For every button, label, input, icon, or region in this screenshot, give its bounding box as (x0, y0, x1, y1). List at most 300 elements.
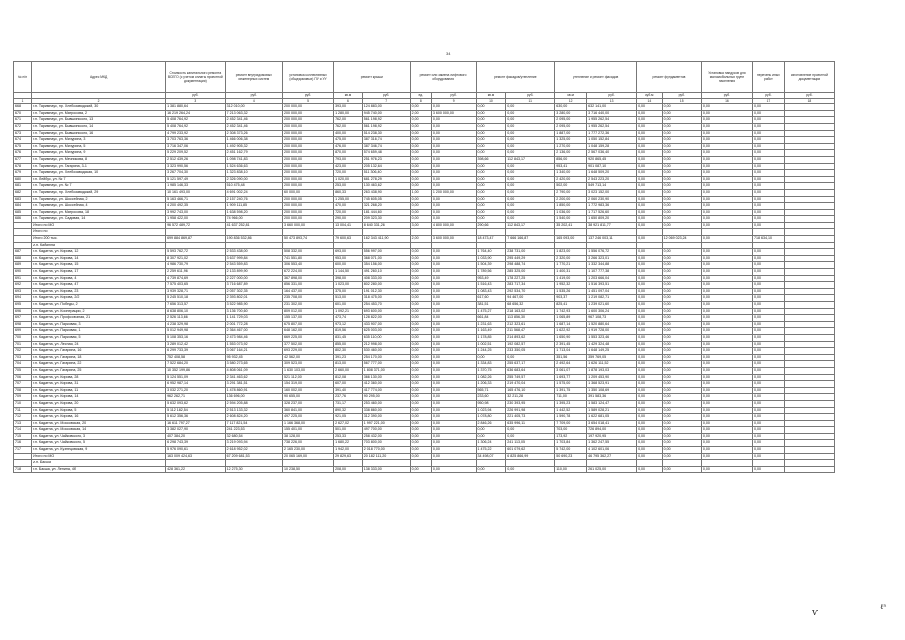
value-cell (784, 334, 834, 341)
value-cell: 793,00 (334, 156, 363, 163)
value-cell: 359 769,05 (587, 354, 637, 361)
value-cell: 0,00 (410, 163, 431, 170)
value-cell: 128 822,00 (362, 315, 410, 322)
value-cell (784, 295, 834, 302)
value-cell: 0,00 (752, 361, 784, 368)
value-cell: 0,00 (637, 381, 663, 388)
table-row (14, 414, 835, 421)
address-cell: г.п. Таримнаус, ул. Хлебозаводская, 10 (32, 170, 166, 177)
value-cell: 0,00 (701, 203, 752, 210)
value-cell: 0,00 (752, 295, 784, 302)
value-cell: 95 932,45 (225, 354, 282, 361)
value-cell: 8 307 921,02 (166, 255, 226, 262)
value-cell: 0,00 (410, 104, 431, 111)
value-cell: 0,00 (431, 367, 476, 374)
row-number-cell: 701 (14, 341, 32, 348)
value-cell: 5 245 510,18 (166, 295, 226, 302)
value-cell: 0,00 (662, 137, 701, 144)
value-cell: 0,00 (662, 209, 701, 216)
value-cell: 0,00 (476, 189, 506, 196)
row-number-cell: 710 (14, 400, 32, 407)
value-cell: 0,00 (701, 387, 752, 394)
value-cell: 209 323,30 (362, 216, 410, 223)
value-cell: 1 334,83 (476, 361, 506, 368)
value-cell: 741 551,80 (283, 255, 334, 262)
value-cell: 0,00 (637, 433, 663, 440)
value-cell: 1 306,24 (476, 440, 506, 447)
handwritten-mark: ℓⁿ (880, 603, 887, 611)
value-cell: 0,00 (431, 394, 476, 401)
value-cell: 2 018 770,00 (362, 447, 410, 454)
row-number-cell (14, 222, 32, 229)
value-cell: 10 161 493,00 (166, 189, 226, 196)
row-number-cell: 678 (14, 163, 32, 170)
value-cell: 0,00 (662, 255, 701, 262)
value-cell: 0,00 (752, 203, 784, 210)
row-number-cell: 675 (14, 143, 32, 150)
table-row (14, 262, 835, 269)
value-cell: 0,00 (637, 420, 663, 427)
value-cell: 0,00 (431, 341, 476, 348)
value-cell: 154 319,00 (283, 381, 334, 388)
value-cell: 7 656 313,57 (166, 302, 226, 309)
value-cell: 3 992 743,00 (166, 209, 226, 216)
value-cell: 1 789,56 (476, 269, 506, 276)
value-cell: 511 306,40 (362, 170, 410, 177)
value-cell: 368 071,00 (362, 255, 410, 262)
value-cell: 5 124 551,09 (166, 374, 226, 381)
col-number-cell: 4 (225, 98, 282, 104)
value-cell: 762,00 (334, 117, 363, 124)
value-cell: 90 655,00 (283, 394, 334, 401)
value-cell: 0,00 (431, 407, 476, 414)
value-cell: 711,00 (555, 394, 587, 401)
row-number-cell: 681 (14, 183, 32, 190)
value-cell: 1 323 838,10 (225, 170, 282, 177)
value-cell: 0,00 (662, 367, 701, 374)
value-cell: 18 473,47 (476, 236, 506, 243)
value-cell: 1 583 124,47 (587, 400, 637, 407)
value-cell: 2 473 984,46 (225, 334, 282, 341)
unit-cell: руб. (225, 93, 282, 99)
value-cell (784, 203, 834, 210)
value-cell (784, 282, 834, 289)
value-cell: 0,00 (506, 183, 555, 190)
value-cell (784, 275, 834, 282)
address-cell: г.п. Кадатна, ул. Кирова, 14 (32, 394, 166, 401)
value-cell: 0,00 (701, 308, 752, 315)
value-cell (784, 189, 834, 196)
value-cell: 253,00 (334, 183, 363, 190)
value-cell: 0,00 (701, 440, 752, 447)
value-cell: 2 627,02 (334, 420, 363, 427)
value-cell: 200 000,00 (283, 130, 334, 137)
value-cell: 0,00 (752, 209, 784, 216)
value-cell: 2 512 439,26 (166, 156, 226, 163)
value-cell: 1 350 108,69 (587, 387, 637, 394)
value-cell: 1 078,80 (476, 414, 506, 421)
value-cell: 5 742,00 (555, 447, 587, 454)
value-cell: 703,00 (555, 427, 587, 434)
col-header-foundation: ремонт фундаментов (637, 62, 702, 93)
value-cell: 226 991,98 (506, 407, 555, 414)
value-cell: 0,00 (701, 156, 752, 163)
value-cell: 200 000,00 (283, 163, 334, 170)
value-cell: 1 808 371,00 (362, 367, 410, 374)
value-cell: 1 475,27 (476, 308, 506, 315)
value-cell: 950,98 (476, 400, 506, 407)
value-cell: 360 841,00 (283, 407, 334, 414)
value-cell: 165 093,00 (555, 236, 587, 243)
value-cell: 2 846,26 (476, 420, 506, 427)
value-cell: 0,00 (701, 321, 752, 328)
value-cell: 0,00 (476, 117, 506, 124)
row-number-cell: 695 (14, 302, 32, 309)
value-cell: 5 108 353,16 (166, 334, 226, 341)
value-cell: 0,00 (410, 203, 431, 210)
value-cell: 113 856,30 (506, 315, 555, 322)
value-cell: 1 589 028,21 (587, 407, 637, 414)
value-cell (506, 242, 555, 249)
value-cell: 0,00 (752, 183, 784, 190)
value-cell: 200 000,00 (283, 176, 334, 183)
value-cell: 1 451 097,04 (587, 288, 637, 295)
value-cell: 74 966,00 (225, 216, 282, 223)
value-cell (637, 242, 663, 249)
value-cell (166, 242, 226, 249)
row-number-cell: 697 (14, 315, 32, 322)
value-cell: 0,00 (410, 334, 431, 341)
value-cell: 391 583,36 (587, 394, 637, 401)
address-cell: г.п. Бакша (32, 460, 166, 467)
value-cell: 0,00 (701, 110, 752, 117)
value-cell: 1 553 073,92 (225, 341, 282, 348)
value-cell: 0,00 (410, 341, 431, 348)
value-cell: 0,00 (701, 269, 752, 276)
value-cell: 0,00 (410, 321, 431, 328)
value-cell: 221 405,73 (506, 414, 555, 421)
value-cell: 0,00 (431, 123, 476, 130)
value-cell: 967 108,73 (587, 315, 637, 322)
value-cell: 0,00 (476, 137, 506, 144)
value-cell: 1 050 152,84 (587, 137, 637, 144)
address-cell: г.п. Таримнаус, пр. Хлебозаводский, 29 (32, 189, 166, 196)
value-cell: 0,00 (410, 275, 431, 282)
value-cell: 367 898,00 (283, 275, 334, 282)
value-cell: 0,00 (662, 407, 701, 414)
value-cell: 0,00 (431, 420, 476, 427)
value-cell: 0,00 (410, 302, 431, 309)
value-cell: 0,00 (701, 407, 752, 414)
value-cell: 3 703 763,36 (166, 137, 226, 144)
value-cell: 16 219 264,24 (166, 110, 226, 117)
value-cell: 1 368 523,91 (587, 381, 637, 388)
value-cell (225, 242, 282, 249)
value-cell: 0,00 (662, 150, 701, 157)
value-cell: 5 112 182,54 (166, 407, 226, 414)
value-cell: 212 323,61 (506, 321, 555, 328)
value-cell: 3 023 152,00 (587, 189, 637, 196)
value-cell (637, 460, 663, 467)
table-row (14, 143, 835, 150)
address-cell: г.п. Кадатна, ул. Гагарина, 18 (32, 354, 166, 361)
value-cell: 1 466 006,38 (225, 137, 282, 144)
col-header-design-docs: изготовление проектной документации (784, 62, 834, 93)
value-cell: 0,00 (637, 236, 663, 243)
value-cell: 0,00 (506, 466, 555, 473)
value-cell: 0,00 (410, 414, 431, 421)
value-cell: 0,00 (752, 400, 784, 407)
value-cell (283, 229, 334, 236)
value-cell: 4 739 874,69 (166, 275, 226, 282)
value-cell: 200 000,00 (283, 203, 334, 210)
value-cell: 809 012,00 (283, 308, 334, 315)
value-cell: 0,00 (662, 130, 701, 137)
value-cell: 0,00 (637, 269, 663, 276)
value-cell (587, 229, 637, 236)
value-cell: 0,00 (752, 374, 784, 381)
value-cell: 235 708,00 (283, 295, 334, 302)
value-cell: 1 144,50 (334, 269, 363, 276)
value-cell: 0,00 (431, 275, 476, 282)
value-cell: 2 308 373,26 (225, 130, 282, 137)
value-cell: 0,00 (431, 288, 476, 295)
table-row (14, 216, 835, 223)
value-cell: 870,00 (334, 150, 363, 157)
value-cell: 1 036,00 (555, 209, 587, 216)
value-cell: 0,00 (752, 407, 784, 414)
value-cell (334, 229, 363, 236)
value-cell (476, 242, 506, 249)
table-row (14, 328, 835, 335)
row-number-cell: 713 (14, 420, 32, 427)
value-cell: 802 280,00 (362, 282, 410, 289)
value-cell: 0,00 (701, 288, 752, 295)
value-cell: 0,00 (637, 130, 663, 137)
value-cell: 0,00 (637, 143, 663, 150)
value-cell: 3 939 328,71 (166, 288, 226, 295)
value-cell: 1 575,00 (555, 381, 587, 388)
value-cell: 2 420,00 (555, 176, 587, 183)
value-cell: 2 660,00 (334, 367, 363, 374)
value-cell: 0,00 (410, 249, 431, 256)
value-cell: 962 262,71 (166, 394, 226, 401)
value-cell (637, 229, 663, 236)
value-cell: 0,00 (752, 414, 784, 421)
table-row (14, 255, 835, 262)
value-cell: 387 316,74 (362, 137, 410, 144)
value-cell: 0,00 (701, 117, 752, 124)
value-cell: 632 141,00 (587, 104, 637, 111)
value-cell: 387 346,74 (362, 143, 410, 150)
value-cell: 0,00 (662, 117, 701, 124)
value-cell: 0,00 (506, 150, 555, 157)
value-cell: 94 467,00 (506, 295, 555, 302)
value-cell: 1 340,00 (555, 170, 587, 177)
value-cell: 295 449,29 (506, 255, 555, 262)
value-cell: 0,00 (752, 117, 784, 124)
value-cell: 0,00 (431, 137, 476, 144)
address-cell: г.п. Таримнаус, ул. Бывшинского, 16 (32, 130, 166, 137)
value-cell: 0,00 (410, 354, 431, 361)
value-cell: 1 600 306,24 (587, 308, 637, 315)
unit-cell: руб. (166, 93, 226, 99)
value-cell: 0,00 (701, 183, 752, 190)
value-cell: 920 865,45 (587, 156, 637, 163)
value-cell (784, 453, 834, 460)
col-header-roof: ремонт крыши (334, 62, 411, 93)
value-cell: 1 362 247,55 (587, 440, 637, 447)
value-cell: 5 612 356,36 (166, 414, 226, 421)
value-cell: 0,00 (752, 282, 784, 289)
value-cell: 1 200 000,00 (431, 189, 476, 196)
value-cell: 0,00 (506, 123, 555, 130)
value-cell: 0,00 (637, 282, 663, 289)
value-cell: 1 033,90 (476, 255, 506, 262)
value-cell: 0,00 (476, 209, 506, 216)
value-cell: 0,00 (506, 189, 555, 196)
value-cell: 0,00 (476, 143, 506, 150)
value-cell: 890,32 (334, 407, 363, 414)
value-cell: 1 693,77 (555, 374, 587, 381)
table-row (14, 123, 835, 130)
value-cell: 2 543 559,83 (225, 262, 282, 269)
col-number-cell: 11 (506, 98, 555, 104)
value-cell: 130 463,62 (362, 183, 410, 190)
value-cell: 20 065 169,00 (283, 453, 334, 460)
value-cell: 192 082,57 (506, 341, 555, 348)
value-cell: 1 958 422,00 (166, 216, 226, 223)
value-cell: 0,00 (662, 143, 701, 150)
value-cell: 0,00 (410, 387, 431, 394)
value-cell: 1 082,26 (476, 374, 506, 381)
value-cell: 0,00 (431, 196, 476, 203)
col-header-other-works: перечень иных работ (752, 62, 784, 93)
value-cell (784, 407, 834, 414)
address-cell: г.п. Таримнаус, ул. № 7 (32, 183, 166, 190)
row-number-cell: 688 (14, 255, 32, 262)
value-cell: 0,00 (637, 110, 663, 117)
table-row (14, 282, 835, 289)
value-cell: 6 825 866,99 (506, 453, 555, 460)
value-cell (431, 242, 476, 249)
table-row (14, 367, 835, 374)
value-cell: 0,00 (752, 269, 784, 276)
col-header-number: № п/п (14, 62, 32, 93)
col-header-address: Адрес МКД (32, 62, 166, 93)
value-cell: 218 163,02 (506, 308, 555, 315)
value-cell: 1 850,00 (555, 203, 587, 210)
value-cell: 178 227,25 (506, 275, 555, 282)
value-cell (662, 242, 701, 249)
unit-cell: ед. (410, 93, 431, 99)
value-cell: 0,00 (431, 302, 476, 309)
value-cell: 0,00 (431, 315, 476, 322)
value-cell: 7 575 403,65 (166, 282, 226, 289)
value-cell: 197 920,95 (587, 433, 637, 440)
value-cell: 1 083,43 (476, 288, 506, 295)
value-cell: 263 438,90 (362, 189, 410, 196)
value-cell: 0,00 (752, 466, 784, 473)
value-cell: 1 717 526,60 (587, 209, 637, 216)
value-cell: 137 246 003,11 (587, 236, 637, 243)
value-cell: 398,00 (334, 275, 363, 282)
value-cell: 0,00 (662, 110, 701, 117)
value-cell (587, 242, 637, 249)
value-cell: 2 790,00 (555, 189, 587, 196)
value-cell: 0,00 (662, 394, 701, 401)
value-cell: 0,00 (701, 137, 752, 144)
value-cell: 731,17 (334, 400, 363, 407)
value-cell: 1 516,43 (476, 282, 506, 289)
table-row (14, 381, 835, 388)
value-cell: 0,00 (637, 203, 663, 210)
table-row (14, 407, 835, 414)
value-cell: 812,08 (334, 374, 363, 381)
value-cell: 298 488,74 (506, 262, 555, 269)
value-cell: 2 259 611,96 (166, 269, 226, 276)
value-cell: 309 523,00 (283, 361, 334, 368)
table-row (14, 321, 835, 328)
value-cell: 200 000,00 (283, 150, 334, 157)
value-cell: 0,00 (701, 170, 752, 177)
value-cell: 0,00 (431, 163, 476, 170)
table-row (14, 420, 835, 427)
value-cell: 0,00 (476, 163, 506, 170)
value-cell: 0,00 (752, 222, 784, 229)
value-cell: 0,00 (752, 433, 784, 440)
value-cell: 2 001 772,28 (225, 321, 282, 328)
value-cell: 1 909 111,85 (225, 203, 282, 210)
value-cell: 0,00 (752, 328, 784, 335)
row-number-cell: 717 (14, 447, 32, 454)
value-cell: 1 209 453,90 (587, 374, 637, 381)
table-row (14, 394, 835, 401)
value-cell: 253,33 (334, 433, 363, 440)
value-cell: 0,00 (662, 308, 701, 315)
address-cell: г.п. Кадатна, ул. Кирова, 16 (32, 414, 166, 421)
value-cell: 5 229 209,52 (166, 150, 226, 157)
row-number-cell: 683 (14, 196, 32, 203)
value-cell: 2 393 802,01 (225, 295, 282, 302)
value-cell: 1 713,04 (555, 348, 587, 355)
value-cell: 0,00 (410, 123, 431, 130)
handwritten-mark: ѵ (812, 608, 819, 618)
value-cell: 0,00 (431, 447, 476, 454)
value-cell: 0,00 (662, 216, 701, 223)
value-cell: 0,00 (410, 394, 431, 401)
value-cell: 0,00 (431, 308, 476, 315)
value-cell: 2 533 438,00 (225, 249, 282, 256)
address-cell: Итого 200 тыс. (32, 236, 166, 243)
value-cell: 0,00 (431, 130, 476, 137)
value-cell: 669 225,00 (283, 334, 334, 341)
value-cell: 3 600 000,00 (431, 110, 476, 117)
value-cell: 561 198,92 (362, 117, 410, 124)
row-number-cell: 704 (14, 361, 32, 368)
value-cell: 0,00 (410, 328, 431, 335)
value-cell: 953,41 (555, 163, 587, 170)
value-cell: 0,00 (637, 341, 663, 348)
value-cell: 0,00 (701, 466, 752, 473)
value-cell: 90 295,00 (362, 394, 410, 401)
address-cell: г.п. Таримнаус, ул. Мечникова, 8 (32, 156, 166, 163)
value-cell: 0,00 (431, 282, 476, 289)
value-cell: 366 130,00 (362, 374, 410, 381)
value-cell: 501,00 (334, 427, 363, 434)
unit-cell: руб. (283, 93, 334, 99)
value-cell (784, 394, 834, 401)
